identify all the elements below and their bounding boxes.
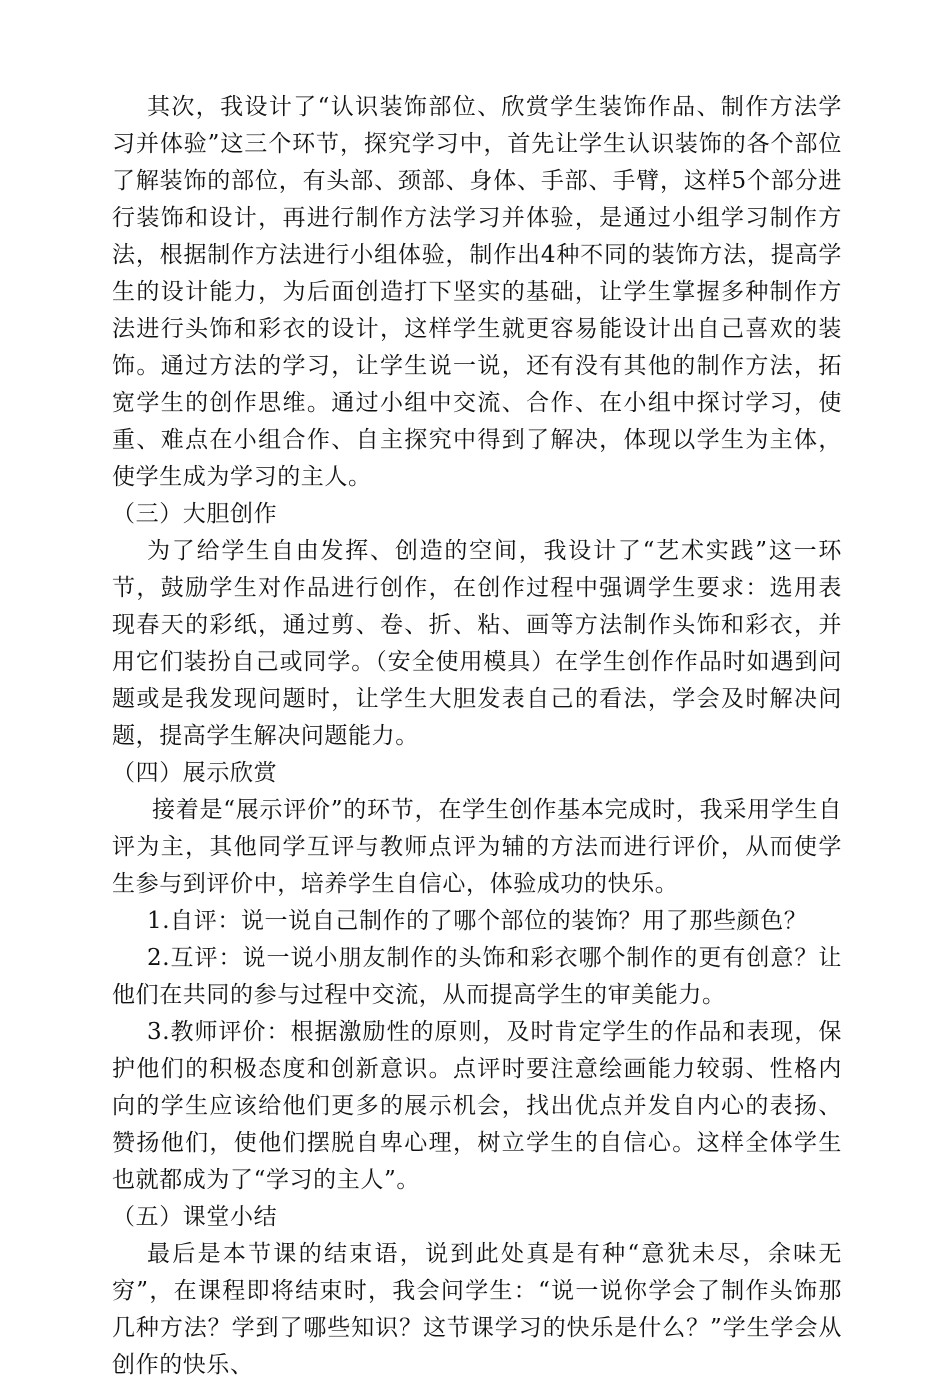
list-item-self-evaluation: 1.自评：说一说自己制作的了哪个部位的装饰？用了那些颜色？ — [147, 908, 808, 934]
body-paragraph-1: 其次，我设计了“认识装饰部位、欣赏学生装饰作品、制作方法学习并体验”这三个环节，探究学习中，首先让学生认识装饰的各个部位了解装饰的部位，有头部、颈部、身体、手部、手臂，这样5个部分进行装饰和设计，再进行制作方法学习并体验，是通过小组学习制作方法，根据制作方法进行小组体验，制作出4种不同的装饰方法，提高学生的设计能力，为后面创造打下坚实的基础，让学生掌握多种制作方法进行头饰和彩衣的设计，这样学生就更容易能设计出自己喜欢的装饰。通过方法的学习，让学生说一说，还有没有其他的制作方法，拓宽学生的创作思维。通过小组中交流、合作、在小组中探讨学习，使重、难点在小组合作、自主探究中得到了解决，体现以学生为主体，使学生成为学习的主人。 — [112, 94, 842, 490]
section-heading-3: （三）大胆创作 — [112, 501, 278, 527]
body-paragraph-3: 接着是“展示评价”的环节，在学生创作基本完成时，我采用学生自评为主，其他同学互评与教师点评为辅的方法而进行评价，从而使学生参与到评价中，培养学生自信心，体验成功的快乐。 — [112, 797, 842, 897]
section-heading-5: （五）课堂小结 — [112, 1204, 278, 1230]
list-item-teacher-evaluation: 3.教师评价：根据激励性的原则，及时肯定学生的作品和表现，保护他们的积极态度和创新意识。点评时要注意绘画能力较弱、性格内向的学生应该给他们更多的展示机会，找出优点并发自内心的表扬、赞扬他们，使他们摆脱自卑心理，树立学生的自信心。这样全体学生也就都成为了“学习的主人”。 — [112, 1019, 842, 1193]
body-paragraph-2: 为了给学生自由发挥、创造的空间，我设计了“艺术实践”这一环节，鼓励学生对作品进行创作，在创作过程中强调学生要求：选用表现春天的彩纸，通过剪、卷、折、粘、画等方法制作头饰和彩衣，并用它们装扮自己或同学。（安全使用模具）在学生创作作品时如遇到问题或是我发现问题时，让学生大胆发表自己的看法，学会及时解决问题，提高学生解决问题能力。 — [112, 538, 842, 749]
section-heading-4: （四）展示欣赏 — [112, 760, 278, 786]
body-paragraph-4: 最后是本节课的结束语，说到此处真是有种“意犹未尽，余味无穷”，在课程即将结束时，我会问学生：“说一说你学会了制作头饰那几种方法？学到了哪些知识？这节课学习的快乐是什么？”学生学会从创作的快乐、 — [112, 1241, 842, 1378]
list-item-peer-evaluation: 2.互评：说一说小朋友制作的头饰和彩衣哪个制作的更有创意？让他们在共同的参与过程中交流，从而提高学生的审美能力。 — [112, 945, 842, 1008]
document-body — [112, 89, 842, 1384]
